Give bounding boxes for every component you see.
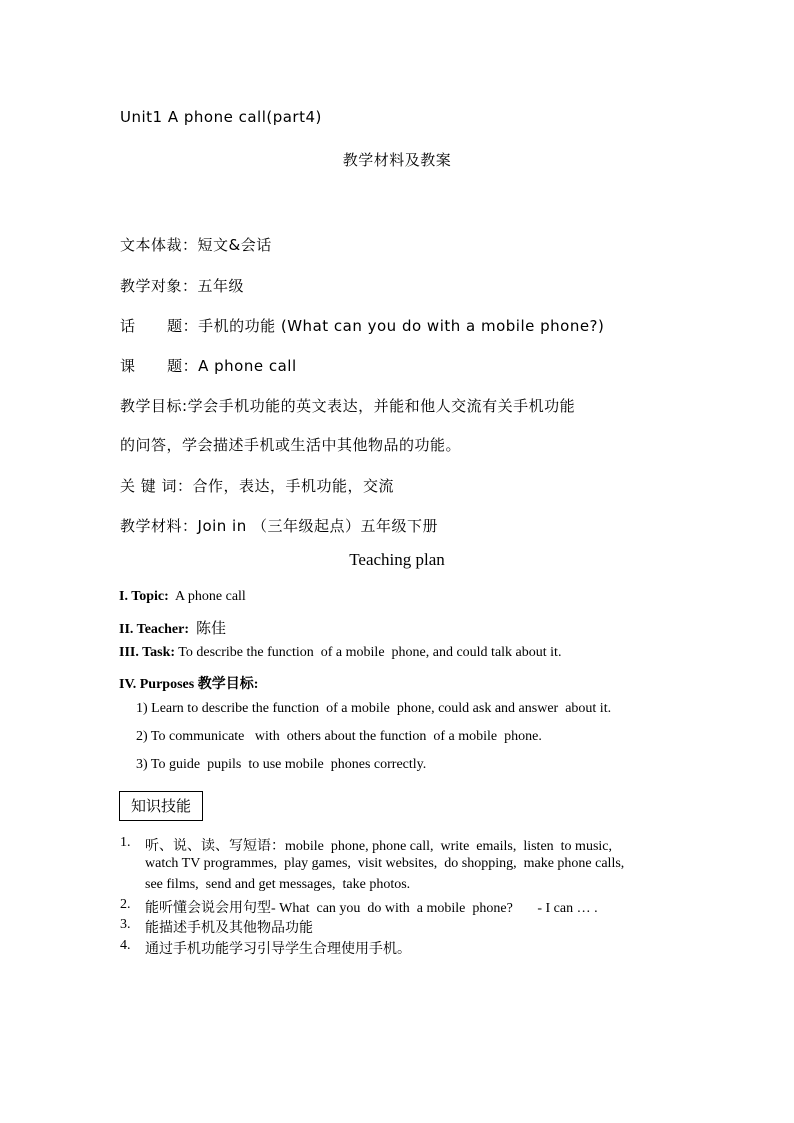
meta-lesson [120,355,297,376]
skill-item-line: 通过手机功能学习引导学生合理使用手机。 [145,942,411,957]
skill-number: 2. [120,897,131,912]
meta-objective [120,395,575,416]
meta-value: 手机的功能 (What can you do with a mobile phone?) [198,317,605,335]
skill-item-line: 能描述手机及其他物品功能 [145,921,313,936]
teaching-plan-title: Teaching plan [349,550,445,569]
plan-topic-label: I. Topic: [119,589,169,604]
skill-number: 4. [120,938,131,953]
meta-audience [120,275,244,296]
meta-value: 的问答，学会描述手机或生活中其他物品的功能。 [120,436,462,454]
meta-value: 五年级 [197,277,245,295]
meta-label: 文本体裁： [120,236,198,254]
skills-box-label: 知识技能 [119,791,203,821]
purpose-item: 2) To communicate with others about the function of a mobile phone. [136,729,542,744]
plan-purposes-label: IV. Purposes 教学目标: [119,677,259,692]
meta-label: 教学对象： [120,277,198,295]
plan-teacher [119,617,226,638]
plan-task-label: III. Task: [119,645,176,660]
plan-teacher-value: 陈佳 [196,619,227,637]
meta-value: Join in （三年级起点）五年级下册 [197,517,439,535]
meta-value: 合作，表达，手机功能，交流 [192,477,395,495]
skill-number: 1. [120,835,131,850]
meta-label: 课 题： [120,357,199,375]
skill-item-line: watch TV programmes, play games, visit websites, do shopping, make phone calls, [145,856,625,871]
meta-label: 教学目标: [120,397,188,415]
purpose-item: 3) To guide pupils to use mobile phones correctly. [136,757,427,772]
meta-objective-cont [120,434,461,455]
plan-task [119,645,561,661]
meta-value: 学会手机功能的英文表达，并能和他人交流有关手机功能 [187,397,576,415]
purpose-item: 1) Learn to describe the function of a mobile phone, could ask and answer about it. [136,701,612,716]
plan-topic-value: A phone call [175,589,246,604]
meta-label: 关 键 词： [120,477,193,495]
meta-genre [120,234,272,255]
meta-value: 短文&会话 [197,236,272,254]
meta-materials [120,515,438,536]
plan-topic [119,589,246,605]
plan-task-value: To describe the function of a mobile phone, and could talk about it. [178,645,562,660]
meta-label: 话 题： [120,317,199,335]
plan-teacher-label: II. Teacher: [119,622,189,637]
meta-label: 教学材料： [120,517,198,535]
skill-item-line: 能听懂会说会用句型- What can you do with a mobile phone? - I can … . [145,901,598,916]
meta-keywords [120,475,394,496]
document-title: 教学材料及教案 [342,151,452,169]
unit-title: Unit1 A phone call(part4) [120,108,322,126]
skill-item-line: see films, send and get messages, take photos. [145,877,411,892]
skill-item-line: 听、说、读、写短语：mobile phone, phone call, write emails, listen to music, [145,839,612,854]
skill-number: 3. [120,917,131,932]
meta-value: A phone call [198,357,297,375]
plan-purposes [119,673,258,693]
meta-topic [120,315,604,336]
